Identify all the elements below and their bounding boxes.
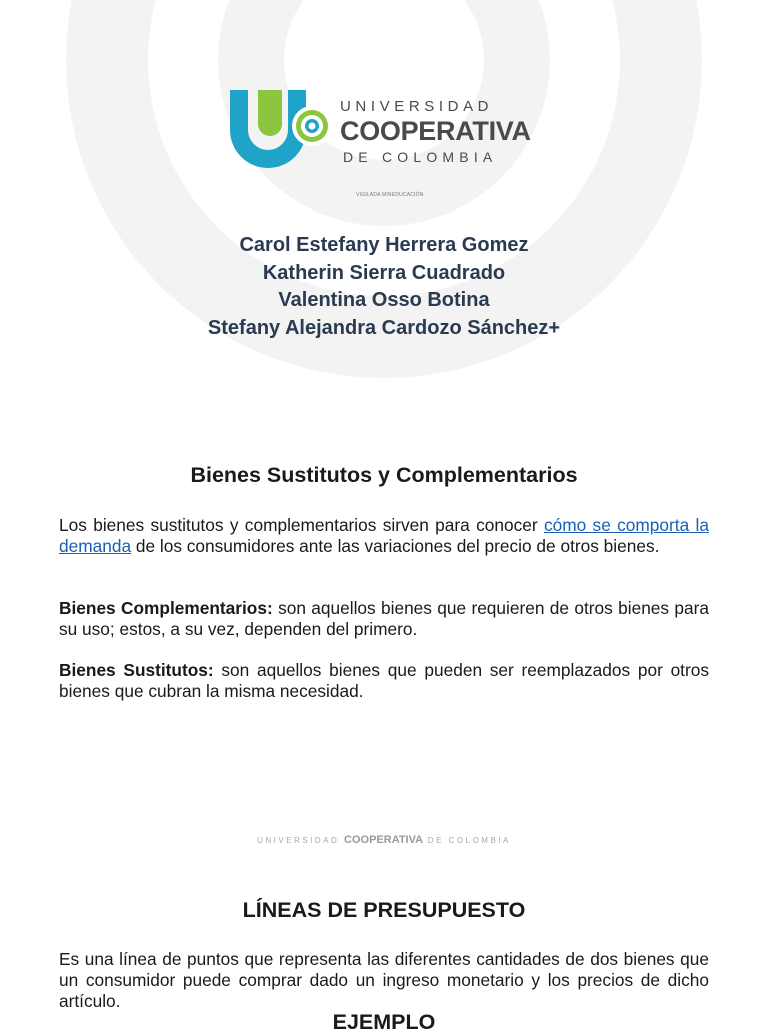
footer-logo-pre: UNIVERSIDAD	[257, 836, 345, 845]
demanda-link[interactable]: cómo se comporta la demanda	[59, 515, 709, 556]
footer-university-logo	[0, 834, 768, 846]
ejemplo-heading: EJEMPLO	[332, 1010, 436, 1034]
background-rings	[0, 0, 768, 460]
logo-line-universidad: UNIVERSIDAD	[340, 98, 494, 115]
author-name: Katherin Sierra Cuadrado	[262, 261, 506, 284]
section-title-lineas-presupuesto: LÍNEAS DE PRESUPUESTO	[242, 898, 526, 922]
complementarios-label: Bienes Complementarios:	[59, 598, 273, 618]
sustitutos-paragraph	[59, 660, 709, 702]
sustitutos-label: Bienes Sustitutos:	[59, 660, 214, 680]
author-name: Valentina Osso Botina	[278, 289, 490, 311]
uc-logo-icon	[228, 90, 328, 176]
complementarios-text: son aquellos bienes que requieren de otros bienes para su uso; estos, a su vez, dependen del primero.	[59, 598, 709, 639]
logo-line-cooperativa: COOPERATIVA	[340, 116, 531, 146]
section-title-bienes: Bienes Sustitutos y Complementarios	[190, 463, 578, 487]
sustitutos-text: son aquellos bienes que pueden ser reemplazados por otros bienes que cubran la misma necesidad.	[59, 660, 709, 701]
complementarios-paragraph	[59, 598, 709, 640]
vigilada-mineducacion: VIGILADA MINEDUCACIÓN	[356, 192, 424, 198]
footer-logo-main: COOPERATIVA	[344, 834, 424, 846]
intro-text-before: Los bienes sustitutos y complementarios sirven para conocer	[59, 515, 544, 535]
logo-line-de-colombia: DE COLOMBIA	[343, 149, 498, 165]
footer-logo-post: DE COLOMBIA	[423, 836, 511, 845]
university-logo	[228, 90, 548, 190]
author-name: Carol Estefany Herrera Gomez	[239, 234, 529, 256]
intro-paragraph	[59, 515, 709, 557]
lineas-paragraph: Es una línea de puntos que representa las diferentes cantidades de dos bienes que un consumidor puede comprar dado un ingreso monetario y los precios de dicho artículo.	[59, 949, 709, 1011]
authors-list	[0, 232, 768, 342]
intro-text-after: de los consumidores ante las variaciones del precio de otros bienes.	[131, 536, 660, 556]
author-name: Stefany Alejandra Cardozo Sánchez+	[207, 316, 561, 339]
